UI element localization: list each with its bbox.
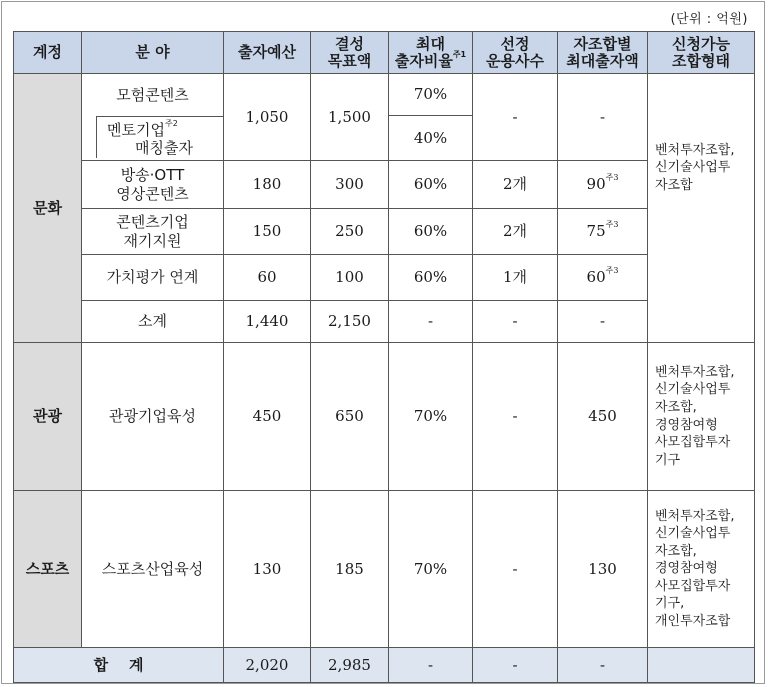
header-max-text: 자조합별 최대출자액 <box>566 35 639 70</box>
field-sports: 스포츠산업육성 <box>82 491 224 648</box>
category-sports: 스포츠 <box>14 491 82 648</box>
ratio-valuation: 60% <box>389 255 473 301</box>
budget-content: 150 <box>224 209 311 255</box>
field-broadcast <box>82 161 224 209</box>
types-sports-text: 벤처투자조합, 신기술사업투 자조합, 경영참여형 사모집합투자 기구, 개인투자조합 <box>655 508 735 629</box>
field-adventure: 모험콘텐츠 <box>82 74 224 116</box>
header-row <box>14 32 755 74</box>
header-budget: 출자예산 <box>224 32 311 74</box>
types-culture <box>648 74 755 343</box>
subtotal-target: 2,150 <box>311 301 389 343</box>
ratio-tourism: 70% <box>389 343 473 491</box>
category-culture: 문화 <box>14 74 82 343</box>
budget-tourism: 450 <box>224 343 311 491</box>
mentor-line1: 멘토기업 <box>107 120 165 139</box>
max-valuation <box>558 255 648 301</box>
max-valuation-footnote: 주3 <box>605 266 619 276</box>
max-sports: 130 <box>558 491 648 648</box>
table-row <box>14 255 755 301</box>
header-types-text: 신청가능 조합형태 <box>672 35 730 70</box>
total-label: 합 계 <box>14 648 224 683</box>
types-tourism-text: 벤처투자조합, 신기술사업투 자조합, 경영참여형 사모집합투자 기구 <box>655 364 735 468</box>
subtotal-max: - <box>558 301 648 343</box>
managers-sports: - <box>473 491 558 648</box>
budget-valuation: 60 <box>224 255 311 301</box>
ratio-broadcast: 60% <box>389 161 473 209</box>
max-content-footnote: 주3 <box>605 220 619 230</box>
total-row <box>14 648 755 683</box>
managers-adv-mentor: - <box>473 74 558 161</box>
header-max <box>558 32 648 74</box>
target-broadcast: 300 <box>311 161 389 209</box>
header-target-text: 결성 목표액 <box>327 35 372 70</box>
subtotal-label: 소계 <box>82 301 224 343</box>
target-adv-mentor: 1,500 <box>311 74 389 161</box>
mentor-line2: 매칭출자 <box>135 138 193 157</box>
header-ratio-footnote: 주1 <box>452 49 467 59</box>
field-mentor <box>96 116 223 158</box>
header-managers <box>473 32 558 74</box>
budget-sports: 130 <box>224 491 311 648</box>
managers-content: 2개 <box>473 209 558 255</box>
total-ratio: - <box>389 648 473 683</box>
header-account: 계정 <box>14 32 82 74</box>
types-culture-text: 벤처투자조합, 신기술사업투 자조합 <box>655 142 735 193</box>
budget-adv-mentor: 1,050 <box>224 74 311 161</box>
max-broadcast <box>558 161 648 209</box>
target-valuation: 100 <box>311 255 389 301</box>
header-field: 분 야 <box>82 32 224 74</box>
total-budget: 2,020 <box>224 648 311 683</box>
header-managers-text: 선정 운용사수 <box>486 35 544 70</box>
header-ratio <box>389 32 473 74</box>
table-row <box>14 161 755 209</box>
ratio-mentor: 40% <box>389 116 473 161</box>
max-tourism: 450 <box>558 343 648 491</box>
field-content <box>82 209 224 255</box>
max-content <box>558 209 648 255</box>
broadcast-line1: 방송·OTT <box>120 166 185 185</box>
max-valuation-value: 60 <box>586 268 606 287</box>
max-adv-mentor: - <box>558 74 648 161</box>
types-tourism <box>648 343 755 491</box>
ratio-adventure: 70% <box>389 74 473 116</box>
subtotal-managers: - <box>473 301 558 343</box>
table-row <box>14 491 755 648</box>
managers-tourism: - <box>473 343 558 491</box>
mentor-footnote: 주2 <box>164 118 178 128</box>
target-tourism: 650 <box>311 343 389 491</box>
total-types <box>648 648 755 683</box>
header-ratio-text: 최대 출자비율 <box>394 35 453 70</box>
header-types <box>648 32 755 74</box>
unit-note: (단위 : 억원) <box>670 12 748 27</box>
types-sports <box>648 491 755 648</box>
category-tourism: 관광 <box>14 343 82 491</box>
total-max: - <box>558 648 648 683</box>
target-sports: 185 <box>311 491 389 648</box>
max-content-value: 75 <box>586 222 606 241</box>
field-valuation: 가치평가 연계 <box>82 255 224 301</box>
table-row <box>14 74 755 116</box>
content-line2: 재기지원 <box>123 231 182 250</box>
table-row <box>14 209 755 255</box>
subtotal-row <box>14 301 755 343</box>
field-mentor-cell <box>82 116 224 161</box>
subtotal-budget: 1,440 <box>224 301 311 343</box>
table-row <box>14 343 755 491</box>
max-broadcast-value: 90 <box>586 175 606 194</box>
header-target <box>311 32 389 74</box>
managers-valuation: 1개 <box>473 255 558 301</box>
content-line1: 콘텐츠기업 <box>116 213 189 232</box>
field-tourism: 관광기업육성 <box>82 343 224 491</box>
budget-broadcast: 180 <box>224 161 311 209</box>
target-content: 250 <box>311 209 389 255</box>
investment-table <box>13 31 755 683</box>
ratio-content: 60% <box>389 209 473 255</box>
ratio-sports: 70% <box>389 491 473 648</box>
total-target: 2,985 <box>311 648 389 683</box>
broadcast-line2: 영상콘텐츠 <box>116 184 189 203</box>
subtotal-ratio: - <box>389 301 473 343</box>
max-broadcast-footnote: 주3 <box>605 173 619 183</box>
total-managers: - <box>473 648 558 683</box>
managers-broadcast: 2개 <box>473 161 558 209</box>
